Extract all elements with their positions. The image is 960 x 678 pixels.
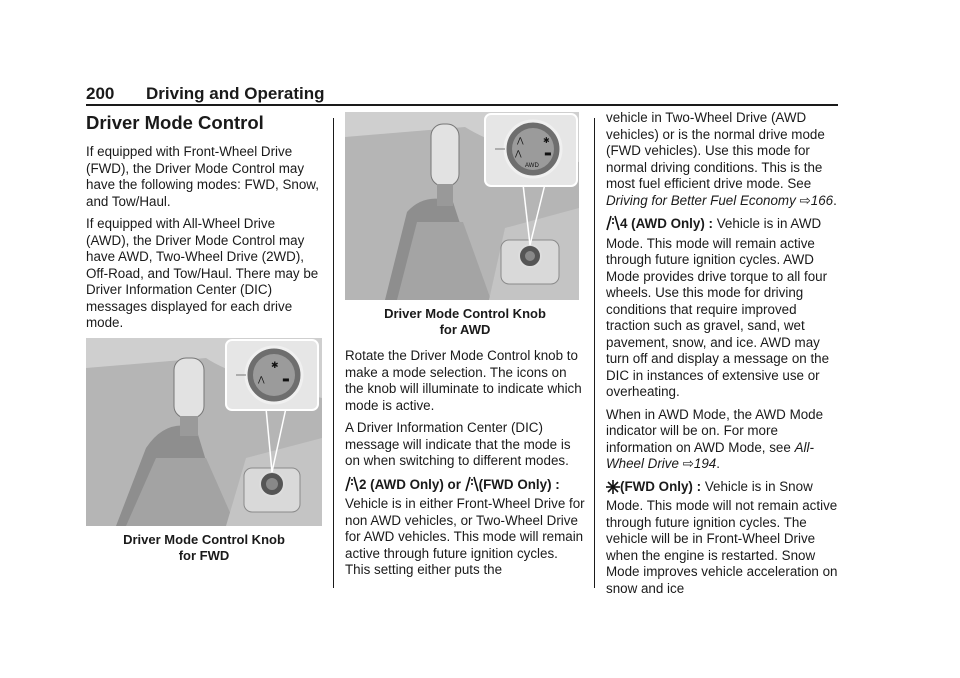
- awd-caption-line1: Driver Mode Control Knob: [384, 306, 546, 321]
- driver-mode-control-heading: Driver Mode Control: [86, 112, 264, 133]
- fuel-economy-link[interactable]: Driving for Better Fuel Economy: [606, 192, 796, 208]
- snowflake-icon: [606, 480, 620, 499]
- awd-mode-text: Vehicle is in AWD Mode. This mode will remain active through future ignition cycles. AWD Mode provides drive torque to all four wheels. Use this mode for driving conditions that require improved traction such as gravel, sand, wet pavement, snow, and ice. AWD may turn off and display a message on the DIC in instances of extensive use or overheating.: [606, 216, 830, 399]
- awd-only-term: 2 (AWD Only) or: [359, 476, 461, 492]
- svg-text:⋀: ⋀: [515, 149, 522, 158]
- snow-mode-paragraph: [606, 479, 842, 598]
- awd-indicator-paragraph: When in AWD Mode, the AWD Mode indicator will be on. For more information on AWD Mode, see All-Wheel Drive ⇨194.: [606, 406, 824, 471]
- awd-caption-line2: for AWD: [439, 322, 491, 337]
- road-icon: [465, 476, 479, 497]
- svg-text:▬: ▬: [282, 374, 290, 384]
- all-wheel-drive-page[interactable]: 194: [693, 456, 717, 471]
- awd-paragraph: If equipped with All-Wheel Drive (AWD), the Driver Mode Control may have AWD, Two-Wheel Drive (2WD), Off-Road, and Tow/Haul. There may be Driver Information Center (DIC) messages displayed for each drive mode.: [86, 216, 319, 330]
- fwd-knob-photo: [86, 338, 322, 526]
- fwd-only-term: (FWD Only) :: [478, 476, 560, 492]
- snow-mode-text: Vehicle is in Snow Mode. This mode will not remain active through future ignition cycles. The vehicle will be in Front-Wheel Drive when the engine is restarted. Snow Mode improves vehicle acceleration on snow and ice: [606, 478, 838, 596]
- knob-awd-label: AWD: [525, 163, 539, 169]
- awd-indicator-text: When in AWD Mode, the AWD Mode indicator will be on. For more information on AWD Mode, see: [606, 406, 824, 455]
- page-ref-icon: ⇨: [799, 192, 811, 208]
- normal-mode-paragraph: vehicle in Two-Wheel Drive (AWD vehicles) or is the normal drive mode (FWD vehicles). Use this mode for normal driving conditions. This is the most fuel efficient drive mode. See Driving for Better Fuel Economy ⇨166.: [606, 110, 837, 208]
- section-title: Driving and Operating: [146, 84, 325, 103]
- awd-mode-paragraph: [606, 215, 842, 401]
- column-2: [345, 112, 585, 585]
- svg-text:⋀: ⋀: [517, 136, 524, 145]
- two-wheel-mode-text: Vehicle is in either Front-Wheel Drive for non AWD vehicles, or Two-Wheel Drive for AWD vehicles. This mode will remain active through future ignition cycles. This setting either puts the: [345, 496, 585, 577]
- column-divider-1: [333, 118, 334, 588]
- road-icon: [606, 215, 620, 236]
- fwd-caption-line2: for FWD: [178, 547, 230, 563]
- fuel-economy-page[interactable]: 166: [810, 192, 834, 208]
- svg-text:✱: ✱: [543, 136, 550, 145]
- fwd-paragraph: If equipped with Front-Wheel Drive (FWD), the Driver Mode Control may have the following modes: FWD, Snow, and Tow/Haul.: [86, 144, 319, 209]
- normal-mode-text: vehicle in Two-Wheel Drive (AWD vehicles) or is the normal drive mode (FWD vehicles). Use this mode for normal driving conditions. This is the most fuel efficient drive mode. See: [606, 110, 825, 191]
- awd-four-term: 4 (AWD Only) :: [620, 216, 713, 231]
- svg-text:✱: ✱: [271, 360, 279, 371]
- header-rule: [86, 104, 838, 106]
- dic-paragraph: A Driver Information Center (DIC) message will indicate that the mode is on when switching to different modes.: [345, 420, 571, 468]
- page-ref-icon: ⇨: [682, 456, 694, 471]
- road-icon: [345, 476, 359, 497]
- two-wheel-mode-paragraph: [345, 476, 585, 579]
- awd-knob-photo: [345, 112, 579, 300]
- svg-text:▬: ▬: [544, 149, 552, 158]
- snow-fwd-term: (FWD Only) :: [620, 478, 702, 494]
- rotate-paragraph: Rotate the Driver Mode Control knob to make a mode selection. The icons on the knob will illuminate to indicate which mode is active.: [345, 348, 582, 413]
- column-3: [606, 110, 842, 603]
- all-wheel-drive-link[interactable]: All-Wheel Drive: [606, 439, 814, 471]
- column-1: [86, 110, 322, 564]
- page-number: 200: [86, 84, 115, 103]
- svg-text:⋀: ⋀: [258, 374, 265, 384]
- column-divider-2: [594, 118, 595, 588]
- fwd-caption-line1: Driver Mode Control Knob: [123, 531, 285, 547]
